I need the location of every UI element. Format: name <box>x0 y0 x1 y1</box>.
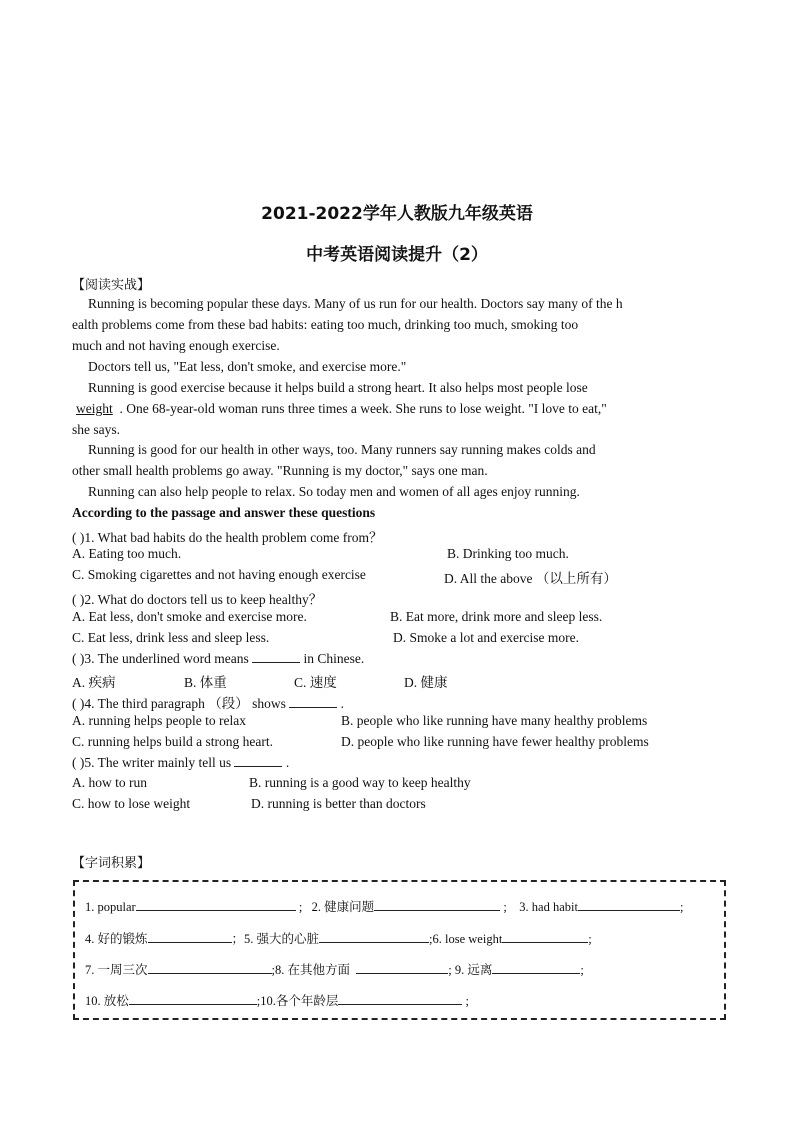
question-option: D. 健康 <box>404 675 448 690</box>
vocab-blank[interactable] <box>148 930 232 943</box>
vocab-blank[interactable] <box>129 992 257 1005</box>
passage-line <box>76 401 607 417</box>
vocab-blank[interactable] <box>148 961 272 974</box>
vocab-row: 7. 一周三次 ;8. 在其他方面 ; 9. 远离 ; <box>85 963 584 977</box>
vocab-blank[interactable] <box>492 961 580 974</box>
vocab-blank[interactable] <box>319 930 429 943</box>
passage-line: Running is good exercise because it helps build a strong heart. It also helps most people lose <box>88 380 588 395</box>
question-option: A. how to run <box>72 775 147 790</box>
vocab-section-header: 【字词积累】 <box>72 856 151 871</box>
reading-section-header: 【阅读实战】 <box>72 278 151 293</box>
question-option: A. Eat less, don't smoke and exercise more. <box>72 609 307 624</box>
passage-line: she says. <box>72 422 120 437</box>
underlined-word: weight <box>76 401 113 416</box>
document-subtitle: 中考英语阅读提升（2） <box>306 245 488 265</box>
question-stem: ( )4. The third paragraph （段） shows . <box>72 696 344 711</box>
vocab-blank[interactable] <box>136 898 296 911</box>
vocab-blank[interactable] <box>374 898 500 911</box>
passage-line: Doctors tell us, "Eat less, don't smoke, and exercise more." <box>88 359 407 374</box>
passage-line: Running is becoming popular these days. Many of us run for our health. Doctors say many of the h <box>88 296 623 311</box>
answer-blank <box>234 754 282 767</box>
question-option: A. running helps people to relax <box>72 713 246 728</box>
vocab-blank[interactable] <box>338 992 462 1005</box>
question-option: B. Eat more, drink more and sleep less. <box>390 609 603 624</box>
question-option: B. running is a good way to keep healthy <box>249 775 471 790</box>
question-option: B. 体重 <box>184 675 227 690</box>
passage-line: much and not having enough exercise. <box>72 338 280 353</box>
vocab-blank[interactable] <box>356 961 448 974</box>
question-option: B. Drinking too much. <box>447 546 569 561</box>
question-option: D. people who like running have fewer healthy problems <box>341 734 649 749</box>
questions-instruction: According to the passage and answer these questions <box>72 505 376 520</box>
vocab-blank[interactable] <box>502 930 588 943</box>
question-option: A. Eating too much. <box>72 546 182 561</box>
question-option: B. people who like running have many healthy problems <box>341 713 648 728</box>
question-stem: ( )2. What do doctors tell us to keep healthy？ <box>72 592 323 607</box>
passage-line: other small health problems go away. "Running is my doctor," says one man. <box>72 463 488 478</box>
question-stem: ( )3. The underlined word means in Chinese. <box>72 651 365 666</box>
question-stem: ( )1. What bad habits do the health problem come from？ <box>72 530 383 545</box>
vocab-row: 1. popular ; 2. 健康问题 ; 3. had habit ; <box>85 900 684 914</box>
vocab-blank[interactable] <box>578 898 680 911</box>
question-stem: ( )5. The writer mainly tell us . <box>72 755 290 770</box>
question-option: D. running is better than doctors <box>251 796 426 811</box>
question-option: A. 疾病 <box>72 675 116 690</box>
question-option: C. Eat less, drink less and sleep less. <box>72 630 270 645</box>
question-option: D. All the above （以上所有） <box>444 571 617 586</box>
vocab-row: 10. 放松 ;10.各个年龄层 ; <box>85 994 469 1008</box>
question-option: C. how to lose weight <box>72 796 191 811</box>
document-title: 2021-2022学年人教版九年级英语 <box>261 204 533 224</box>
vocab-row: 4. 好的锻炼 ；5. 强大的心脏 ;6. lose weight ; <box>85 932 592 946</box>
question-option: C. 速度 <box>294 675 337 690</box>
question-option: C. Smoking cigarettes and not having enough exercise <box>72 567 366 582</box>
vocab-box <box>73 880 726 1020</box>
answer-blank <box>252 650 300 663</box>
passage-line: ealth problems come from these bad habits: eating too much, drinking too much, smoking too <box>72 317 579 332</box>
question-option: C. running helps build a strong heart. <box>72 734 273 749</box>
passage-line: Running can also help people to relax. So today men and women of all ages enjoy running. <box>88 484 580 499</box>
answer-blank <box>289 695 337 708</box>
passage-text: . One 68-year-old woman runs three times a week. She runs to lose weight. "I love to eat," <box>119 401 607 416</box>
question-option: D. Smoke a lot and exercise more. <box>393 630 579 645</box>
passage-line: Running is good for our health in other ways, too. Many runners say running makes colds and <box>88 442 596 457</box>
